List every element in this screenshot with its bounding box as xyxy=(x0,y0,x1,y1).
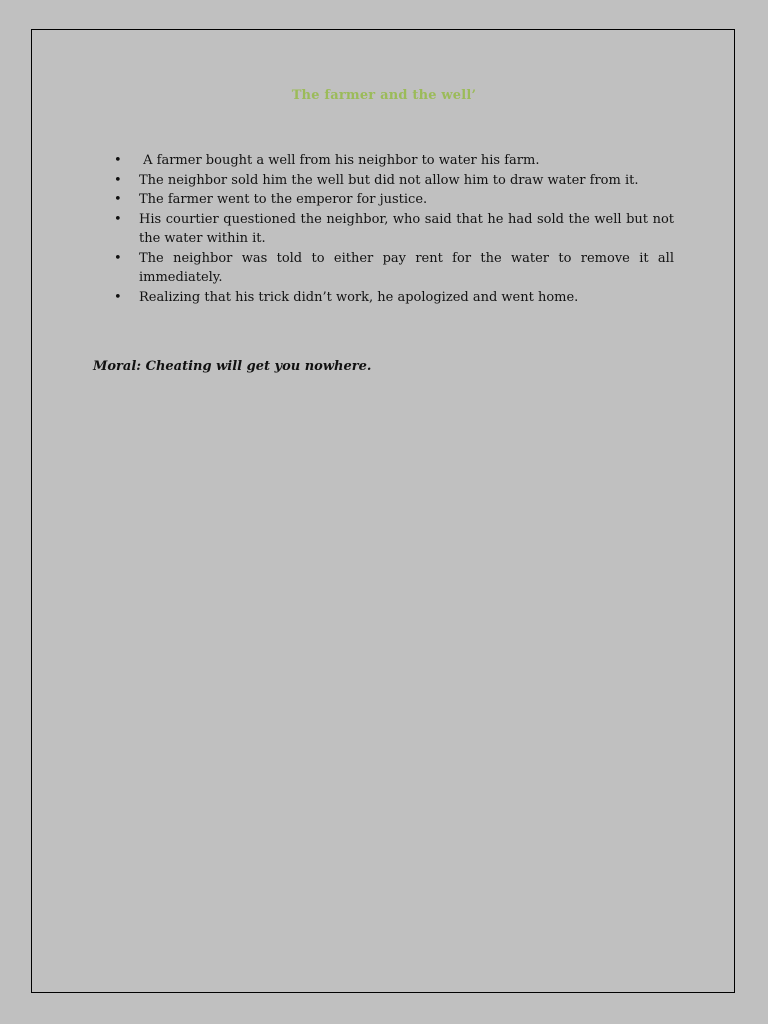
list-item-text: His courtier questioned the neighbor, who said that he had sold the well but not the water within it. xyxy=(139,211,674,246)
bullet-icon: • xyxy=(114,172,122,188)
bullet-icon: • xyxy=(114,250,122,266)
list-item xyxy=(114,151,674,171)
bullet-icon: • xyxy=(114,192,122,207)
list-item xyxy=(114,249,674,288)
story-title: The farmer and the well’ xyxy=(291,88,477,103)
list-item xyxy=(114,171,674,191)
list-item xyxy=(114,210,674,249)
list-item-text: The farmer went to the emperor for justice. xyxy=(139,192,428,207)
list-item xyxy=(114,190,674,210)
list-item-text: Realizing that his trick didn’t work, he apologized and went home. xyxy=(139,289,579,305)
list-item-text: A farmer bought a well from his neighbor to water his farm. xyxy=(139,153,540,168)
bullet-icon: • xyxy=(114,153,122,168)
bullet-icon: • xyxy=(114,289,122,305)
story-bullet-list xyxy=(114,151,674,307)
bullet-icon: • xyxy=(114,211,122,227)
list-item-text: The neighbor sold him the well but did not allow him to draw water from it. xyxy=(139,172,639,188)
list-item-text: The neighbor was told to either pay rent for the water to remove it all immediately. xyxy=(139,250,674,285)
moral-text: Moral: Cheating will get you nowhere. xyxy=(93,359,372,374)
list-item xyxy=(114,288,674,308)
